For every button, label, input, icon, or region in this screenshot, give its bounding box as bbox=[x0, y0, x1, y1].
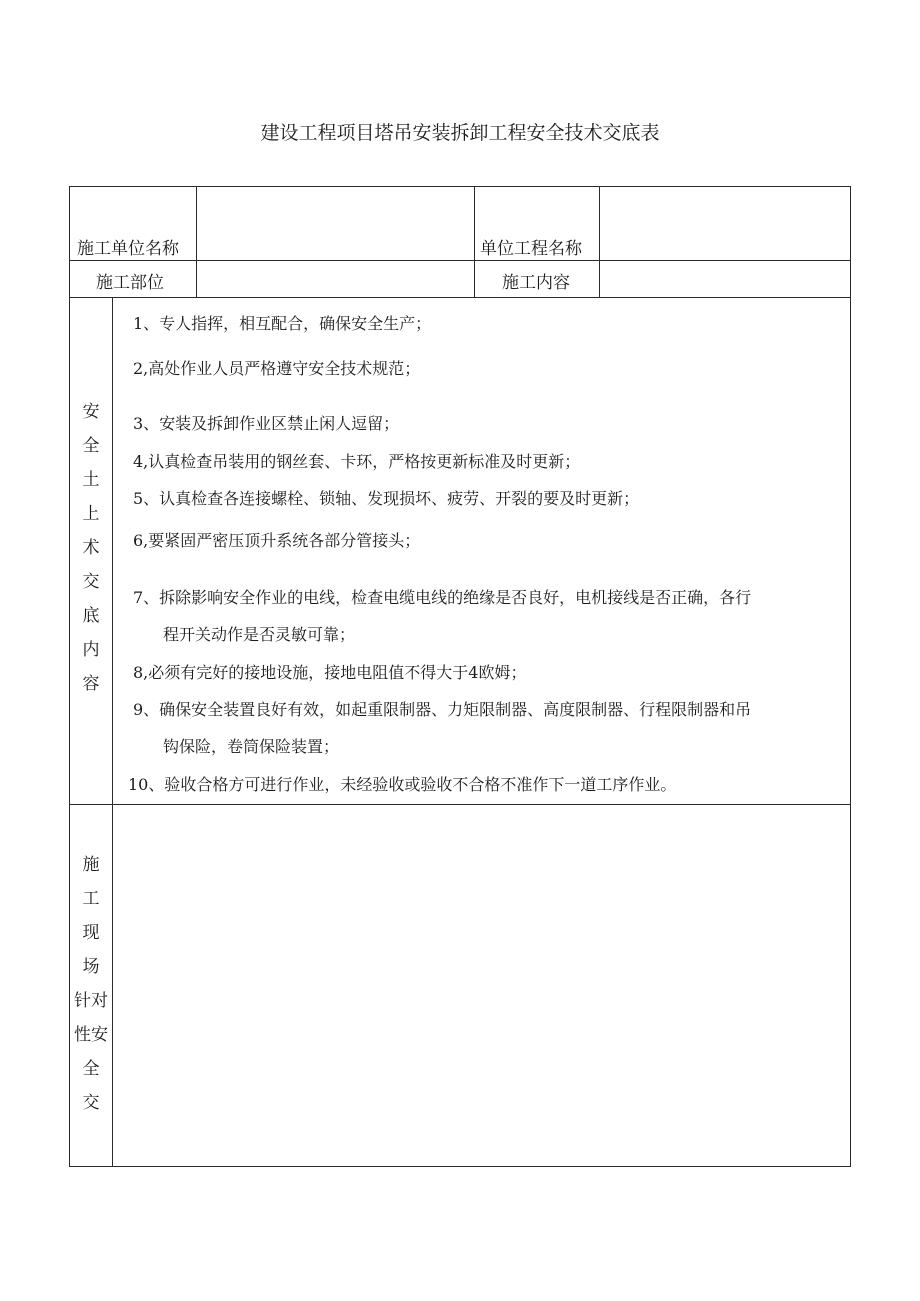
label-line: 施 bbox=[82, 855, 100, 875]
list-item: 9、确保安全装置良好有效，如起重限制器、力矩限制器、高度限制器、行程限制器和吊 bbox=[133, 700, 752, 719]
row-divider bbox=[69, 260, 851, 261]
label-char: 底 bbox=[82, 606, 100, 626]
label-line: 全 bbox=[82, 1059, 100, 1079]
table-border-right bbox=[850, 186, 851, 1167]
list-item: 10、验收合格方可进行作业，未经验收或验收不合格不准作下一道工序作业。 bbox=[128, 775, 677, 794]
label-char: 上 bbox=[82, 504, 100, 524]
list-item: 1、专人指挥，相互配合，确保安全生产； bbox=[133, 314, 432, 333]
row-divider bbox=[69, 297, 851, 298]
list-item: 8,必须有完好的接地设施，接地电阻值不得大于4欧姆； bbox=[133, 663, 527, 682]
table-border-left bbox=[69, 186, 70, 1167]
label-char: 术 bbox=[82, 538, 100, 558]
label-line: 工 bbox=[82, 889, 100, 909]
content-label: 施工内容 bbox=[502, 273, 570, 293]
label-char: 土 bbox=[82, 470, 100, 490]
label-char: 交 bbox=[82, 572, 100, 592]
column-divider bbox=[599, 186, 600, 297]
list-item-continuation: 程开关动作是否灵敏可靠； bbox=[163, 625, 356, 644]
list-item: 2,高处作业人员严格遵守安全技术规范； bbox=[133, 359, 421, 378]
project-name-label: 单位工程名称 bbox=[480, 239, 582, 259]
table-border-top bbox=[69, 186, 851, 187]
table-border-bottom bbox=[69, 1166, 851, 1167]
label-line: 现 bbox=[82, 923, 100, 943]
list-item: 3、安装及拆卸作业区禁止闲人逗留； bbox=[133, 414, 400, 433]
row-divider bbox=[69, 804, 851, 805]
list-item: 4,认真检查吊装用的钢丝套、卡环，严格按更新标准及时更新； bbox=[133, 452, 581, 471]
label-line: 场 bbox=[82, 957, 100, 977]
list-item: 5、认真检查各连接螺栓、锁轴、发现损坏、疲劳、开裂的要及时更新； bbox=[133, 489, 640, 508]
label-char: 内 bbox=[82, 640, 100, 660]
part-label: 施工部位 bbox=[96, 273, 164, 293]
page-title: 建设工程项目塔吊安装拆卸工程安全技术交底表 bbox=[260, 122, 660, 144]
list-item-continuation: 钩保险，卷筒保险装置； bbox=[163, 737, 340, 756]
column-divider bbox=[112, 297, 113, 1167]
label-char: 容 bbox=[82, 674, 100, 694]
label-char: 全 bbox=[82, 436, 100, 456]
label-line: 针对 bbox=[74, 991, 108, 1011]
section2-label bbox=[72, 848, 110, 1120]
label-line: 交 bbox=[82, 1093, 100, 1113]
label-char: 安 bbox=[82, 402, 100, 422]
section1-label bbox=[74, 395, 108, 701]
list-item: 6,要紧固严密压顶升系统各部分管接头； bbox=[133, 531, 421, 550]
column-divider bbox=[474, 186, 475, 297]
label-line: 性安 bbox=[74, 1025, 108, 1045]
column-divider bbox=[196, 186, 197, 297]
list-item: 7、拆除影响安全作业的电线，检查电缆电线的绝缘是否良好，电机接线是否正确，各行 bbox=[133, 588, 752, 607]
unit-name-label: 施工单位名称 bbox=[77, 239, 179, 259]
